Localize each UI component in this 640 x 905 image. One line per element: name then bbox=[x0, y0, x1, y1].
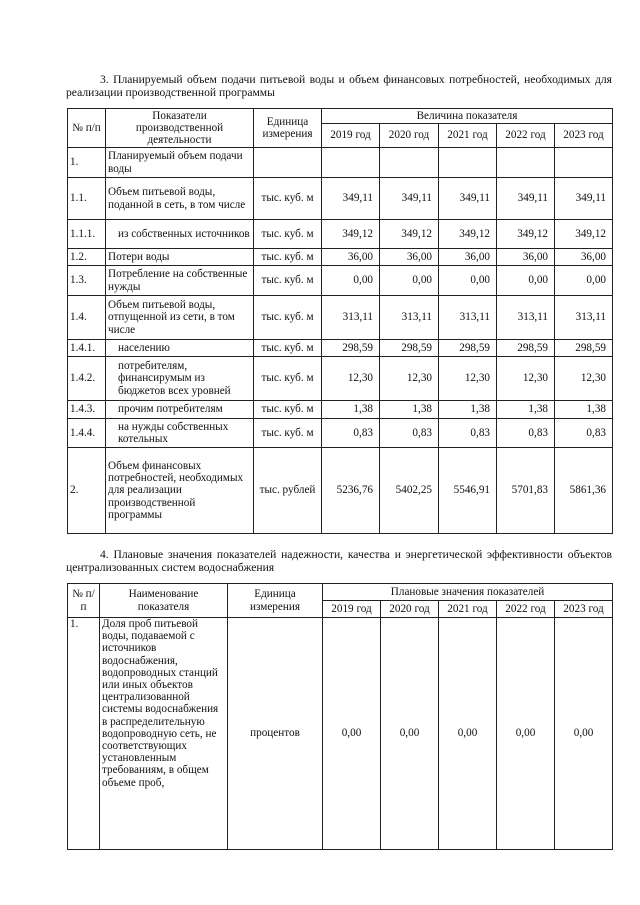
row-value: 1,38 bbox=[555, 401, 613, 419]
row-name: населению bbox=[106, 340, 254, 357]
header-value-group: Плановые значения показателей bbox=[323, 584, 613, 601]
row-name: Планируемый объем подачи воды bbox=[106, 148, 254, 178]
table-row bbox=[68, 340, 613, 357]
row-value: 5861,36 bbox=[555, 448, 613, 534]
row-value: 0,83 bbox=[439, 419, 497, 448]
table-row bbox=[68, 419, 613, 448]
header-indicator: Показатели производственной деятельности bbox=[106, 109, 254, 148]
table-row bbox=[68, 357, 613, 401]
row-value: 1,38 bbox=[497, 401, 555, 419]
row-value: 5236,76 bbox=[322, 448, 380, 534]
header-year: 2020 год bbox=[381, 601, 439, 618]
row-value: 5546,91 bbox=[439, 448, 497, 534]
header-unit: Единица измерения bbox=[228, 584, 323, 618]
header-year: 2022 год bbox=[497, 601, 555, 618]
row-value: 0,00 bbox=[381, 618, 439, 850]
row-value: 349,11 bbox=[439, 178, 497, 220]
row-num: 1.4.4. bbox=[68, 419, 106, 448]
table-row bbox=[68, 266, 613, 296]
row-value: 36,00 bbox=[322, 249, 380, 266]
row-value: 313,11 bbox=[322, 296, 380, 340]
row-unit: тыс. куб. м bbox=[254, 220, 322, 249]
row-num: 1.4.1. bbox=[68, 340, 106, 357]
row-num: 1.4.2. bbox=[68, 357, 106, 401]
section-3-heading: 3. Планируемый объем подачи питьевой воды и объем финансовых потребностей, необходимых для реализации производственной программы bbox=[66, 73, 612, 99]
row-value: 36,00 bbox=[380, 249, 439, 266]
header-year: 2022 год bbox=[497, 124, 555, 148]
row-value: 12,30 bbox=[439, 357, 497, 401]
row-value: 298,59 bbox=[497, 340, 555, 357]
row-num: 1.1.1. bbox=[68, 220, 106, 249]
row-value bbox=[439, 148, 497, 178]
header-year: 2023 год bbox=[555, 124, 613, 148]
header-indicator: Наименование показателя bbox=[100, 584, 228, 618]
row-value: 349,11 bbox=[380, 178, 439, 220]
row-value: 349,12 bbox=[322, 220, 380, 249]
row-value: 0,00 bbox=[323, 618, 381, 850]
row-value: 36,00 bbox=[555, 249, 613, 266]
header-unit: Единица измерения bbox=[254, 109, 322, 148]
planned-indicators-table bbox=[67, 583, 613, 850]
row-value: 0,00 bbox=[555, 618, 613, 850]
row-name: прочим потребителям bbox=[106, 401, 254, 419]
row-value: 313,11 bbox=[555, 296, 613, 340]
table-row bbox=[68, 249, 613, 266]
planned-volume-table bbox=[67, 108, 613, 534]
row-value: 0,00 bbox=[439, 266, 497, 296]
row-unit: тыс. куб. м bbox=[254, 401, 322, 419]
row-name: Потребление на собственные нужды bbox=[106, 266, 254, 296]
row-num: 2. bbox=[68, 448, 106, 534]
row-value: 349,12 bbox=[380, 220, 439, 249]
table-row bbox=[68, 618, 613, 850]
header-year: 2019 год bbox=[323, 601, 381, 618]
row-name: Объем финансовых потребностей, необходимых для реализации производственной программы bbox=[106, 448, 254, 534]
row-value: 349,12 bbox=[555, 220, 613, 249]
row-value: 349,11 bbox=[555, 178, 613, 220]
row-value: 313,11 bbox=[497, 296, 555, 340]
row-name: Потери воды bbox=[106, 249, 254, 266]
row-value: 5402,25 bbox=[380, 448, 439, 534]
header-value-group: Величина показателя bbox=[322, 109, 613, 124]
row-name: Объем питьевой воды, поданной в сеть, в том числе bbox=[106, 178, 254, 220]
row-name: Объем питьевой воды, отпущенной из сети, в том числе bbox=[106, 296, 254, 340]
row-value bbox=[380, 148, 439, 178]
table-row bbox=[68, 296, 613, 340]
row-value: 298,59 bbox=[439, 340, 497, 357]
header-num: № п/п bbox=[68, 109, 106, 148]
row-value: 0,00 bbox=[322, 266, 380, 296]
table-row bbox=[68, 148, 613, 178]
row-value: 5701,83 bbox=[497, 448, 555, 534]
header-year: 2020 год bbox=[380, 124, 439, 148]
row-value: 1,38 bbox=[322, 401, 380, 419]
row-value: 12,30 bbox=[380, 357, 439, 401]
row-value bbox=[555, 148, 613, 178]
row-value: 313,11 bbox=[380, 296, 439, 340]
row-name: на нужды собственных котельных bbox=[106, 419, 254, 448]
table-row bbox=[68, 401, 613, 419]
row-value: 0,00 bbox=[497, 618, 555, 850]
row-unit bbox=[254, 148, 322, 178]
row-num: 1.1. bbox=[68, 178, 106, 220]
row-value: 12,30 bbox=[322, 357, 380, 401]
row-value: 0,83 bbox=[497, 419, 555, 448]
row-value: 12,30 bbox=[555, 357, 613, 401]
row-value: 1,38 bbox=[380, 401, 439, 419]
header-year: 2021 год bbox=[439, 601, 497, 618]
row-value: 298,59 bbox=[380, 340, 439, 357]
row-value: 0,00 bbox=[439, 618, 497, 850]
row-unit: тыс. куб. м bbox=[254, 178, 322, 220]
row-value: 0,00 bbox=[380, 266, 439, 296]
row-unit: тыс. куб. м bbox=[254, 266, 322, 296]
row-value: 0,00 bbox=[555, 266, 613, 296]
row-value: 0,83 bbox=[555, 419, 613, 448]
row-name: потребителям, финансирумым из бюджетов всех уровней bbox=[106, 357, 254, 401]
row-value: 0,00 bbox=[497, 266, 555, 296]
row-value bbox=[497, 148, 555, 178]
row-name: Доля проб питьевой воды, подаваемой с источников водоснабжения, водопроводных станций или иных объектов централизованной системы водоснабжения в распределительную водопроводную сеть, не соответствующих установленным требованиям, в общем объеме проб, bbox=[100, 618, 228, 850]
row-value: 36,00 bbox=[439, 249, 497, 266]
row-num: 1.3. bbox=[68, 266, 106, 296]
row-unit: процентов bbox=[228, 618, 323, 850]
table-row bbox=[68, 220, 613, 249]
row-unit: тыс. куб. м bbox=[254, 357, 322, 401]
row-value: 0,83 bbox=[380, 419, 439, 448]
row-num: 1.4. bbox=[68, 296, 106, 340]
row-value: 0,83 bbox=[322, 419, 380, 448]
row-value: 298,59 bbox=[322, 340, 380, 357]
row-num: 1.2. bbox=[68, 249, 106, 266]
row-value: 36,00 bbox=[497, 249, 555, 266]
row-value: 349,12 bbox=[439, 220, 497, 249]
row-unit: тыс. куб. м bbox=[254, 419, 322, 448]
table-row bbox=[68, 448, 613, 534]
row-value: 349,12 bbox=[497, 220, 555, 249]
section-4-heading: 4. Плановые значения показателей надежности, качества и энергетической эффективности объектов централизованных систем водоснабжения bbox=[66, 548, 612, 574]
row-value: 298,59 bbox=[555, 340, 613, 357]
row-value: 313,11 bbox=[439, 296, 497, 340]
row-value: 12,30 bbox=[497, 357, 555, 401]
row-num: 1. bbox=[68, 618, 100, 850]
row-value bbox=[322, 148, 380, 178]
table-row bbox=[68, 178, 613, 220]
row-unit: тыс. рублей bbox=[254, 448, 322, 534]
row-value: 349,11 bbox=[322, 178, 380, 220]
row-name: из собственных источников bbox=[106, 220, 254, 249]
row-unit: тыс. куб. м bbox=[254, 340, 322, 357]
row-num: 1.4.3. bbox=[68, 401, 106, 419]
header-year: 2021 год bbox=[439, 124, 497, 148]
row-num: 1. bbox=[68, 148, 106, 178]
row-value: 349,11 bbox=[497, 178, 555, 220]
header-year: 2019 год bbox=[322, 124, 380, 148]
row-value: 1,38 bbox=[439, 401, 497, 419]
row-unit: тыс. куб. м bbox=[254, 296, 322, 340]
header-num: № п/п bbox=[68, 584, 100, 618]
row-unit: тыс. куб. м bbox=[254, 249, 322, 266]
header-year: 2023 год bbox=[555, 601, 613, 618]
